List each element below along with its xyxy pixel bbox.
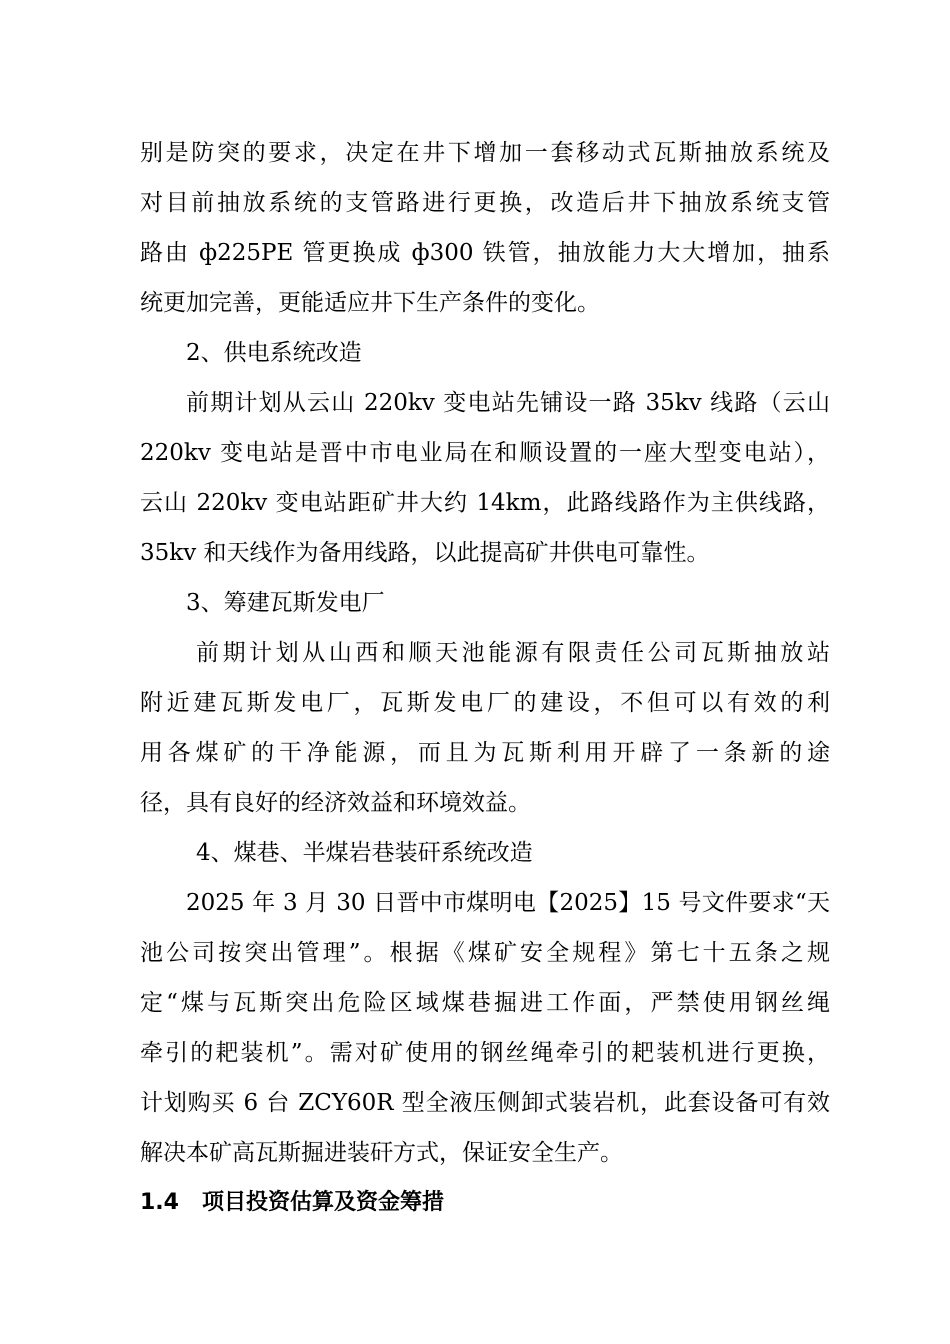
paragraph-line: 云山 220kv 变电站距矿井大约 14km，此路线路作为主供线路， [140,490,830,516]
paragraph-line: 定“煤与瓦斯突出危险区域煤巷掘进工作面，严禁使用钢丝绳 [140,990,830,1016]
paragraph-line: 池公司按突出管理”。根据《煤矿安全规程》第七十五条之规 [140,940,830,966]
paragraph-line: 附近建瓦斯发电厂，瓦斯发电厂的建设，不但可以有效的利 [140,690,830,716]
paragraph-line: 路由 ф225PE 管更换成 ф300 铁管，抽放能力大大增加，抽系 [140,240,830,266]
paragraph-line: 解决本矿高瓦斯掘进装矸方式，保证安全生产。 [140,1140,623,1166]
paragraph-line: 前期计划从云山 220kv 变电站先铺设一路 35kv 线路（云山 [186,390,830,416]
section-heading [140,1178,830,1228]
section-title: 项目投资估算及资金筹措 [202,1190,445,1215]
paragraph-line: 前期计划从山西和顺天池能源有限责任公司瓦斯抽放站 [196,640,830,666]
paragraph-line: 对目前抽放系统的支管路进行更换，改造后井下抽放系统支管 [140,190,830,216]
subsection-title: 4、煤巷、半煤岩巷装矸系统改造 [196,840,533,866]
paragraph-line: 用各煤矿的干净能源，而且为瓦斯利用开辟了一条新的途 [140,740,830,766]
paragraph-line: 径，具有良好的经济效益和环境效益。 [140,790,531,816]
paragraph-line: 计划购买 6 台 ZCY60R 型全液压侧卸式装岩机，此套设备可有效 [140,1090,830,1116]
paragraph-line: 35kv 和天线作为备用线路，以此提高矿井供电可靠性。 [140,540,710,566]
paragraph-line: 牵引的耙装机”。需对矿使用的钢丝绳牵引的耙装机进行更换， [140,1040,830,1066]
paragraph-line: 220kv 变电站是晋中市电业局在和顺设置的一座大型变电站）， [140,440,830,466]
paragraph-line: 别是防突的要求，决定在井下增加一套移动式瓦斯抽放系统及 [140,140,830,166]
subsection-title: 3、筹建瓦斯发电厂 [186,590,385,616]
document-body [140,128,830,1228]
subsection-title: 2、供电系统改造 [186,340,362,366]
paragraph-line: 统更加完善，更能适应井下生产条件的变化。 [140,290,600,316]
section-number: 1.4 [140,1190,179,1215]
paragraph-line: 2025 年 3 月 30 日晋中市煤明电【2025】15 号文件要求“天 [186,890,830,916]
